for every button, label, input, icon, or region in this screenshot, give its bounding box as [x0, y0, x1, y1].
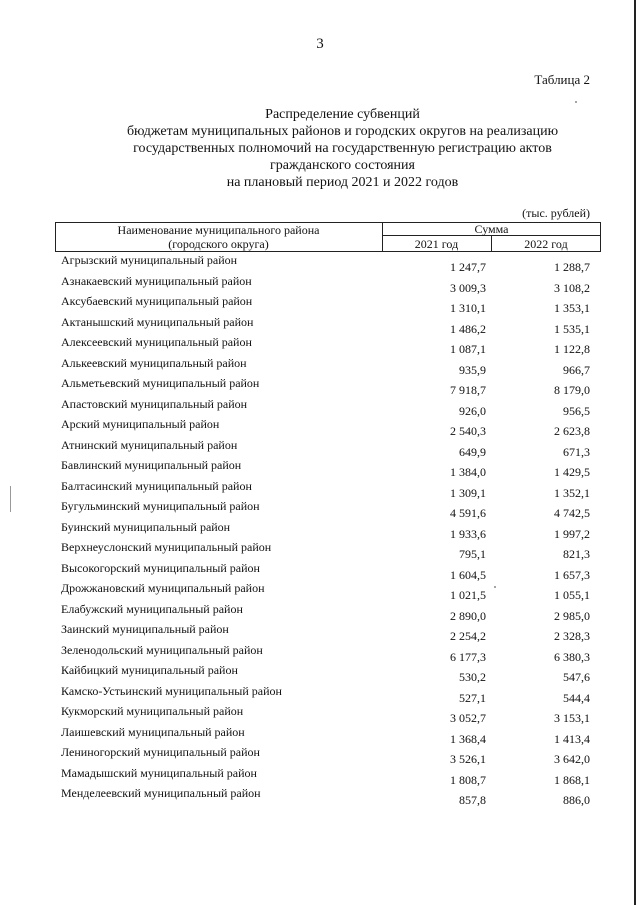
value-2021: 1 247,7 — [450, 260, 486, 274]
title-line: гражданского состояния — [270, 158, 415, 173]
value-2022: 1 868,1 — [554, 772, 590, 787]
value-2021: 2 540,3 — [450, 424, 486, 438]
value-2021: 1 310,1 — [450, 301, 486, 315]
district-name: Бавлинский муниципальный район — [61, 458, 242, 472]
value-2022: 1 413,4 — [554, 731, 590, 746]
table-row — [58, 416, 598, 437]
table-row — [58, 314, 598, 335]
value-2022: 886,0 — [563, 793, 590, 807]
value-2021: 2 890,0 — [450, 608, 486, 623]
district-name: Зеленодольский муниципальный район — [61, 642, 263, 657]
value-2022: 1 657,3 — [554, 567, 590, 582]
table-row — [58, 273, 598, 294]
scan-speck — [575, 101, 577, 103]
value-2022: 547,6 — [563, 670, 590, 684]
district-name: Алькеевский муниципальный район — [61, 355, 247, 370]
table-row — [58, 457, 598, 478]
table-row — [58, 765, 598, 786]
value-2021: 527,1 — [459, 690, 486, 705]
value-2021: 6 177,3 — [450, 649, 486, 664]
district-name: Алексеевский муниципальный район — [61, 335, 252, 349]
value-2022: 1 288,7 — [554, 260, 590, 274]
value-2022: 966,7 — [563, 362, 590, 377]
value-2022: 1 535,1 — [554, 321, 590, 336]
table-row — [58, 601, 598, 622]
value-2021: 530,2 — [459, 670, 486, 684]
header-name-line1: Наименование муниципального района — [117, 223, 320, 237]
scan-speck — [494, 586, 496, 588]
district-name: Балтасинский муниципальный район — [61, 478, 252, 493]
value-2021: 1 808,7 — [450, 772, 486, 787]
value-2022: 544,4 — [563, 690, 590, 705]
table-row — [58, 785, 598, 806]
district-name: Менделеевский муниципальный район — [61, 786, 261, 800]
table-row — [58, 293, 598, 314]
value-2022: 671,3 — [563, 444, 590, 459]
table-row — [58, 375, 598, 396]
value-2022: 821,3 — [563, 547, 590, 561]
units-label: (тыс. рублей) — [522, 206, 590, 220]
value-2022: 1 352,1 — [554, 485, 590, 500]
value-2022: 956,5 — [563, 403, 590, 418]
value-2021: 7 918,7 — [450, 383, 486, 397]
district-name: Апастовский муниципальный район — [61, 396, 248, 411]
table-row — [58, 396, 598, 417]
value-2022: 1 055,1 — [554, 588, 590, 602]
value-2022: 3 108,2 — [554, 280, 590, 295]
value-2022: 3 642,0 — [554, 752, 590, 766]
value-2021: 935,9 — [459, 362, 486, 377]
value-2022: 2 623,8 — [554, 424, 590, 438]
table-body — [58, 252, 598, 806]
table-row — [58, 437, 598, 458]
district-name: Альметьевский муниципальный район — [61, 376, 260, 390]
page-number: 3 — [316, 36, 324, 52]
district-name: Атнинский муниципальный район — [61, 437, 238, 452]
table-row — [58, 519, 598, 540]
title-line: на плановый период 2021 и 2022 годов — [226, 175, 459, 190]
district-name: Агрызский муниципальный район — [61, 253, 238, 267]
value-2022: 6 380,3 — [554, 649, 590, 664]
value-2022: 1 122,8 — [554, 342, 590, 356]
value-2021: 1 486,2 — [450, 321, 486, 336]
table-row — [58, 355, 598, 376]
district-name: Буинский муниципальный район — [61, 519, 231, 534]
district-name: Кукморский муниципальный район — [61, 704, 244, 718]
page-edge — [634, 0, 636, 905]
title-line: Распределение субвенций — [265, 107, 420, 122]
value-2021: 1 933,6 — [450, 526, 486, 541]
value-2022: 2 328,3 — [554, 629, 590, 643]
value-2021: 1 021,5 — [450, 588, 486, 602]
value-2021: 3 526,1 — [450, 752, 486, 766]
value-2022: 1 353,1 — [554, 301, 590, 315]
district-name: Бугульминский муниципальный район — [61, 499, 260, 513]
value-2022: 4 742,5 — [554, 506, 590, 520]
district-name: Верхнеуслонский муниципальный район — [61, 540, 272, 554]
value-2021: 1 384,0 — [450, 465, 486, 479]
district-name: Высокогорский муниципальный район — [61, 560, 260, 575]
value-2021: 1 309,1 — [450, 485, 486, 500]
district-name: Мамадышский муниципальный район — [61, 765, 257, 780]
table-row — [58, 252, 598, 273]
table-row — [58, 580, 598, 601]
document-title — [90, 106, 595, 191]
district-name: Лаишевский муниципальный район — [61, 724, 245, 739]
value-2022: 3 153,1 — [554, 711, 590, 725]
district-name: Камско-Устьинский муниципальный район — [61, 683, 282, 698]
table-row — [58, 703, 598, 724]
value-2022: 1 997,2 — [554, 526, 590, 541]
table-row — [58, 478, 598, 499]
district-name: Арский муниципальный район — [61, 417, 220, 431]
header-year-2021: 2021 год — [414, 237, 459, 251]
table-label: Таблица 2 — [534, 72, 590, 87]
title-line: государственных полномочий на государственную регистрацию актов — [133, 141, 552, 156]
scan-mark — [10, 486, 11, 512]
table-row — [58, 662, 598, 683]
value-2021: 1 368,4 — [450, 731, 486, 746]
value-2021: 4 591,6 — [450, 506, 486, 520]
value-2021: 649,9 — [459, 444, 486, 459]
value-2022: 1 429,5 — [554, 465, 590, 479]
table-header — [55, 222, 601, 252]
table-row — [58, 744, 598, 765]
value-2021: 795,1 — [459, 547, 486, 561]
district-name: Елабужский муниципальный район — [61, 601, 243, 616]
table-row — [58, 724, 598, 745]
header-sum: Сумма — [474, 222, 509, 236]
district-name: Кайбицкий муниципальный район — [61, 663, 238, 677]
value-2021: 3 009,3 — [450, 280, 486, 295]
table-row — [58, 642, 598, 663]
table-row — [58, 539, 598, 560]
value-2021: 3 052,7 — [450, 711, 486, 725]
value-2021: 926,0 — [459, 403, 486, 418]
district-name: Лениногорский муниципальный район — [61, 745, 260, 759]
table-row — [58, 498, 598, 519]
table-row — [58, 683, 598, 704]
value-2022: 2 985,0 — [554, 608, 590, 623]
district-name: Азнакаевский муниципальный район — [61, 273, 252, 288]
table-row — [58, 621, 598, 642]
header-year-2022: 2022 год — [524, 237, 568, 251]
district-name: Дрожжановский муниципальный район — [61, 581, 265, 595]
district-name: Аксубаевский муниципальный район — [61, 294, 253, 308]
value-2022: 8 179,0 — [554, 383, 590, 397]
title-line: бюджетам муниципальных районов и городских округов на реализацию — [126, 124, 559, 139]
value-2021: 1 604,5 — [450, 567, 486, 582]
value-2021: 2 254,2 — [450, 629, 486, 643]
value-2021: 857,8 — [459, 793, 486, 807]
district-name: Актанышский муниципальный район — [61, 314, 254, 329]
table-row — [58, 560, 598, 581]
header-name-line2: (городского округа) — [168, 237, 269, 251]
value-2021: 1 087,1 — [450, 342, 486, 356]
table-row — [58, 334, 598, 355]
district-name: Заинский муниципальный район — [61, 622, 229, 636]
